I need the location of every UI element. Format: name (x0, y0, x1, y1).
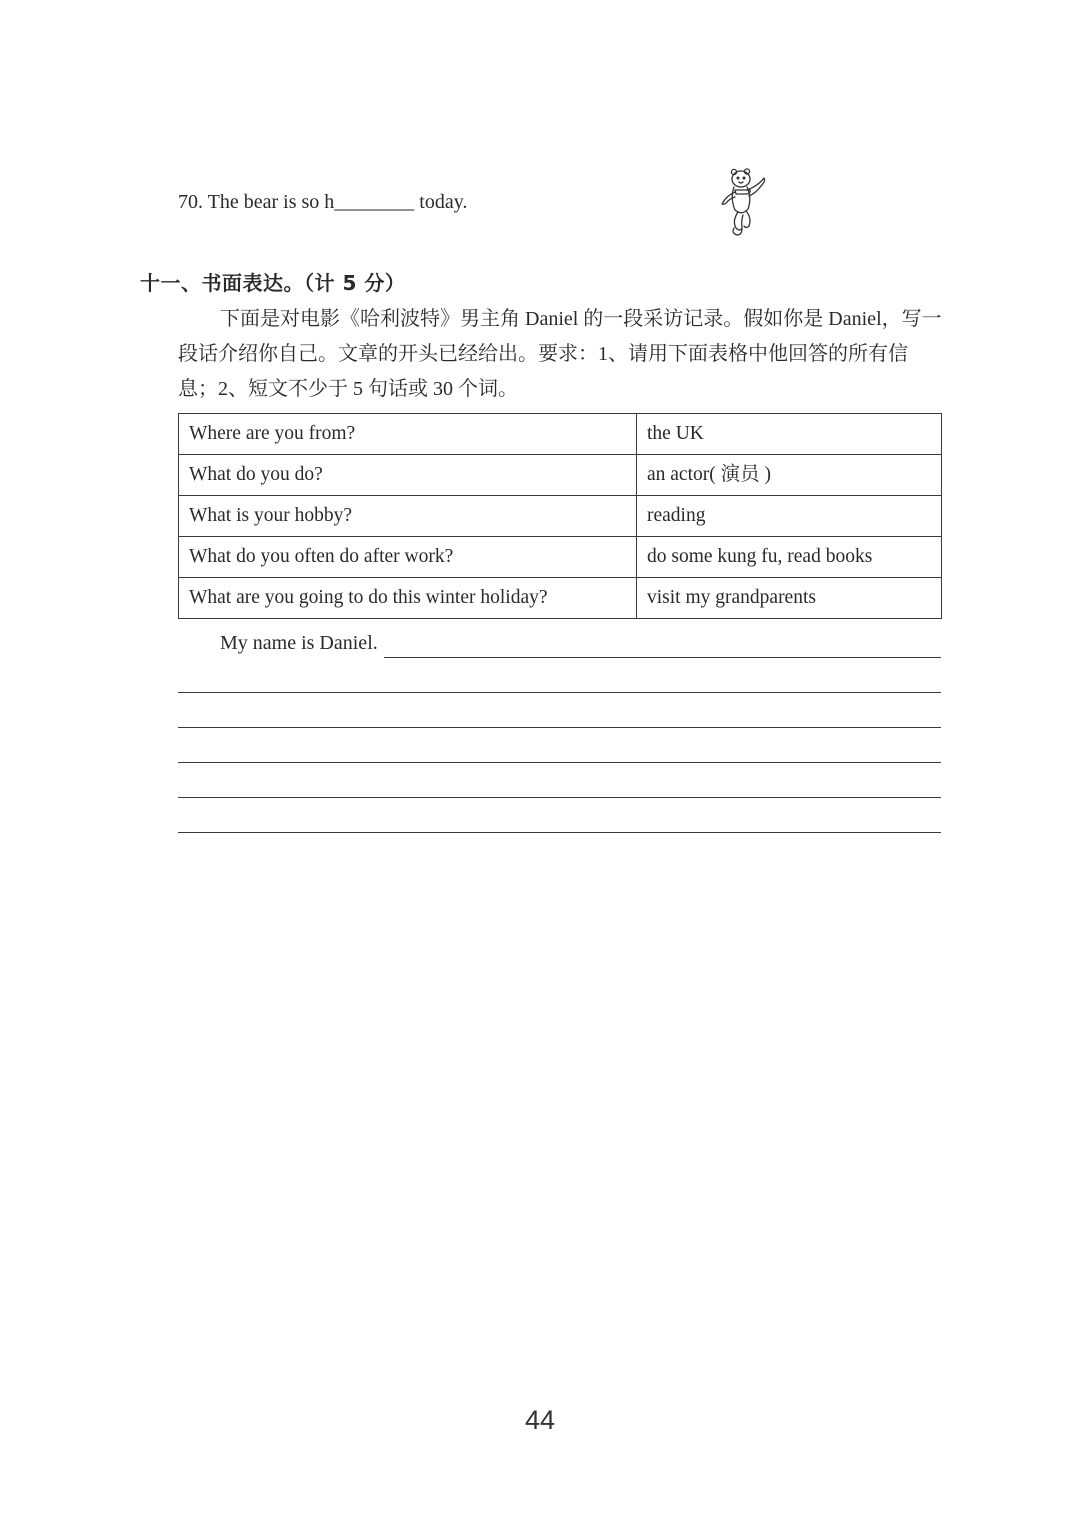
answer-line[interactable] (178, 763, 941, 798)
dancing-bear-illustration (716, 166, 772, 238)
answer-line[interactable] (178, 658, 941, 693)
table-row (179, 414, 942, 455)
answer-cell: an actor( 演员 ) (637, 455, 942, 496)
question-cell: What are you going to do this winter holiday? (179, 578, 637, 619)
question-cell: What is your hobby? (179, 496, 637, 537)
table-row (179, 496, 942, 537)
answer-cell: visit my grandparents (637, 578, 942, 619)
writing-first-line (178, 628, 941, 658)
answer-line[interactable] (178, 693, 941, 728)
answer-line[interactable] (178, 728, 941, 763)
question-70: 70. The bear is so h________ today. (178, 191, 468, 213)
answer-cell: do some kung fu, read books (637, 537, 942, 578)
instructions (178, 302, 942, 407)
instructions-text: 下面是对电影《哈利波特》男主角 Daniel 的一段采访记录。假如你是 Daniel，写一段话介绍你自己。文章的开头已经给出。要求：1、请用下面表格中他回答的所有信息；2、短文不少于 5 句话或 30 个词。 (178, 308, 942, 400)
question-cell: Where are you from? (179, 414, 637, 455)
answer-cell: the UK (637, 414, 942, 455)
writing-area (178, 628, 941, 833)
answer-line[interactable] (178, 798, 941, 833)
answer-cell: reading (637, 496, 942, 537)
page-number: 44 (524, 1405, 556, 1435)
question-cell: What do you do? (179, 455, 637, 496)
answer-line[interactable] (384, 657, 941, 658)
section-title: 十一、书面表达。（计 5 分） (140, 271, 406, 295)
writing-starter: My name is Daniel. (220, 632, 378, 654)
table-row (179, 578, 942, 619)
interview-table (178, 413, 942, 619)
table-row (179, 537, 942, 578)
table-row (179, 455, 942, 496)
question-cell: What do you often do after work? (179, 537, 637, 578)
